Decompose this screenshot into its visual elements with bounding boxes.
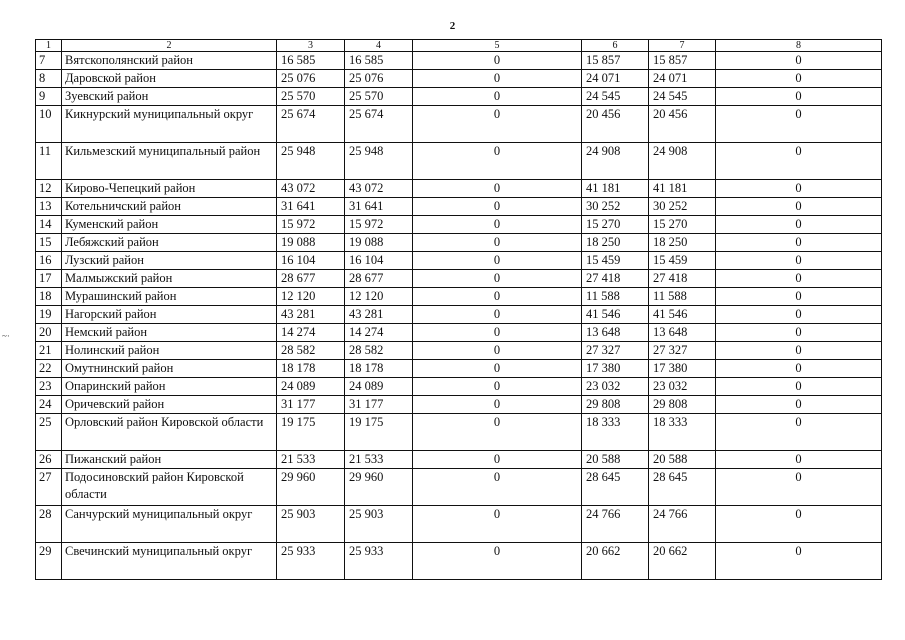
value-col-8: 0 (716, 52, 882, 70)
value-col-7: 15 459 (649, 252, 716, 270)
value-col-6: 24 545 (582, 88, 649, 106)
value-col-5: 0 (413, 180, 582, 198)
district-name: Нолинский район (62, 342, 277, 360)
value-col-3: 25 674 (277, 106, 345, 143)
table-row (36, 70, 882, 88)
value-col-3: 31 641 (277, 198, 345, 216)
table-row (36, 378, 882, 396)
value-col-6: 15 857 (582, 52, 649, 70)
value-col-7: 23 032 (649, 378, 716, 396)
district-name: Кирово-Чепецкий район (62, 180, 277, 198)
value-col-8: 0 (716, 506, 882, 543)
district-name: Даровской район (62, 70, 277, 88)
value-col-8: 0 (716, 469, 882, 506)
row-number: 26 (36, 451, 62, 469)
value-col-8: 0 (716, 143, 882, 180)
value-col-4: 25 674 (345, 106, 413, 143)
value-col-8: 0 (716, 342, 882, 360)
value-col-4: 28 582 (345, 342, 413, 360)
value-col-6: 28 645 (582, 469, 649, 506)
value-col-6: 18 250 (582, 234, 649, 252)
value-col-6: 15 459 (582, 252, 649, 270)
value-col-8: 0 (716, 543, 882, 580)
value-col-7: 20 456 (649, 106, 716, 143)
row-number: 15 (36, 234, 62, 252)
value-col-8: 0 (716, 270, 882, 288)
value-col-5: 0 (413, 216, 582, 234)
district-name: Свечинский муниципальный округ (62, 543, 277, 580)
value-col-3: 25 948 (277, 143, 345, 180)
col-header-1: 1 (36, 40, 62, 52)
value-col-5: 0 (413, 270, 582, 288)
value-col-4: 25 933 (345, 543, 413, 580)
row-number: 25 (36, 414, 62, 451)
row-number: 28 (36, 506, 62, 543)
row-number: 17 (36, 270, 62, 288)
value-col-7: 30 252 (649, 198, 716, 216)
row-number: 22 (36, 360, 62, 378)
value-col-8: 0 (716, 324, 882, 342)
table-row (36, 324, 882, 342)
table-row (36, 342, 882, 360)
district-name: Малмыжский район (62, 270, 277, 288)
value-col-4: 43 281 (345, 306, 413, 324)
district-name: Вятскополянский район (62, 52, 277, 70)
district-name: Немский район (62, 324, 277, 342)
value-col-3: 29 960 (277, 469, 345, 506)
row-number: 12 (36, 180, 62, 198)
row-number: 23 (36, 378, 62, 396)
value-col-5: 0 (413, 70, 582, 88)
value-col-5: 0 (413, 396, 582, 414)
value-col-3: 19 088 (277, 234, 345, 252)
value-col-5: 0 (413, 324, 582, 342)
value-col-8: 0 (716, 451, 882, 469)
district-name: Лузский район (62, 252, 277, 270)
district-name: Куменский район (62, 216, 277, 234)
allocation-table (35, 39, 882, 580)
value-col-7: 27 418 (649, 270, 716, 288)
value-col-7: 20 662 (649, 543, 716, 580)
value-col-7: 24 908 (649, 143, 716, 180)
value-col-5: 0 (413, 451, 582, 469)
value-col-6: 24 766 (582, 506, 649, 543)
value-col-3: 24 089 (277, 378, 345, 396)
row-number: 18 (36, 288, 62, 306)
value-col-3: 28 582 (277, 342, 345, 360)
value-col-4: 25 570 (345, 88, 413, 106)
value-col-4: 21 533 (345, 451, 413, 469)
col-header-8: 8 (716, 40, 882, 52)
value-col-7: 41 181 (649, 180, 716, 198)
district-name: Оричевский район (62, 396, 277, 414)
row-number: 29 (36, 543, 62, 580)
value-col-3: 43 072 (277, 180, 345, 198)
table-row (36, 543, 882, 580)
district-name: Кикнурский муниципальный округ (62, 106, 277, 143)
district-name: Санчурский муниципальный округ (62, 506, 277, 543)
row-number: 8 (36, 70, 62, 88)
table-row (36, 469, 882, 506)
value-col-8: 0 (716, 378, 882, 396)
value-col-8: 0 (716, 70, 882, 88)
value-col-5: 0 (413, 469, 582, 506)
value-col-8: 0 (716, 288, 882, 306)
row-number: 10 (36, 106, 62, 143)
value-col-6: 11 588 (582, 288, 649, 306)
value-col-6: 18 333 (582, 414, 649, 451)
col-header-6: 6 (582, 40, 649, 52)
value-col-4: 25 903 (345, 506, 413, 543)
value-col-6: 23 032 (582, 378, 649, 396)
table-row (36, 360, 882, 378)
table-row (36, 143, 882, 180)
value-col-6: 27 327 (582, 342, 649, 360)
district-name: Лебяжский район (62, 234, 277, 252)
value-col-3: 31 177 (277, 396, 345, 414)
value-col-5: 0 (413, 378, 582, 396)
col-header-7: 7 (649, 40, 716, 52)
value-col-4: 31 641 (345, 198, 413, 216)
district-name: Омутнинский район (62, 360, 277, 378)
value-col-3: 25 570 (277, 88, 345, 106)
value-col-3: 25 076 (277, 70, 345, 88)
value-col-3: 21 533 (277, 451, 345, 469)
row-number: 20 (36, 324, 62, 342)
row-number: 16 (36, 252, 62, 270)
col-header-2: 2 (62, 40, 277, 52)
value-col-7: 17 380 (649, 360, 716, 378)
value-col-4: 12 120 (345, 288, 413, 306)
value-col-6: 17 380 (582, 360, 649, 378)
table-row (36, 306, 882, 324)
value-col-7: 13 648 (649, 324, 716, 342)
table-row (36, 216, 882, 234)
value-col-4: 25 948 (345, 143, 413, 180)
value-col-6: 13 648 (582, 324, 649, 342)
value-col-5: 0 (413, 360, 582, 378)
value-col-5: 0 (413, 52, 582, 70)
value-col-4: 16 585 (345, 52, 413, 70)
district-name: Подосиновский район Кировской области (62, 469, 277, 506)
value-col-6: 20 456 (582, 106, 649, 143)
value-col-8: 0 (716, 360, 882, 378)
row-number: 7 (36, 52, 62, 70)
margin-scribble: ~· (2, 331, 10, 341)
col-header-5: 5 (413, 40, 582, 52)
value-col-5: 0 (413, 306, 582, 324)
col-header-3: 3 (277, 40, 345, 52)
value-col-3: 16 104 (277, 252, 345, 270)
column-number-row (36, 40, 882, 52)
value-col-7: 24 071 (649, 70, 716, 88)
value-col-6: 29 808 (582, 396, 649, 414)
row-number: 13 (36, 198, 62, 216)
value-col-8: 0 (716, 252, 882, 270)
table-row (36, 180, 882, 198)
value-col-6: 24 071 (582, 70, 649, 88)
row-number: 11 (36, 143, 62, 180)
table-row (36, 88, 882, 106)
value-col-3: 25 933 (277, 543, 345, 580)
value-col-4: 16 104 (345, 252, 413, 270)
district-name: Котельничский район (62, 198, 277, 216)
table-row (36, 288, 882, 306)
value-col-4: 28 677 (345, 270, 413, 288)
value-col-6: 20 588 (582, 451, 649, 469)
table-row (36, 270, 882, 288)
value-col-4: 43 072 (345, 180, 413, 198)
value-col-4: 14 274 (345, 324, 413, 342)
value-col-7: 24 766 (649, 506, 716, 543)
value-col-4: 19 088 (345, 234, 413, 252)
value-col-8: 0 (716, 180, 882, 198)
value-col-4: 19 175 (345, 414, 413, 451)
value-col-4: 31 177 (345, 396, 413, 414)
table-row (36, 396, 882, 414)
value-col-8: 0 (716, 106, 882, 143)
value-col-4: 29 960 (345, 469, 413, 506)
value-col-3: 18 178 (277, 360, 345, 378)
value-col-5: 0 (413, 88, 582, 106)
value-col-5: 0 (413, 106, 582, 143)
value-col-7: 15 270 (649, 216, 716, 234)
value-col-5: 0 (413, 543, 582, 580)
value-col-3: 43 281 (277, 306, 345, 324)
district-name: Нагорский район (62, 306, 277, 324)
district-name: Опаринский район (62, 378, 277, 396)
value-col-7: 15 857 (649, 52, 716, 70)
value-col-3: 14 274 (277, 324, 345, 342)
value-col-7: 29 808 (649, 396, 716, 414)
value-col-8: 0 (716, 216, 882, 234)
value-col-6: 24 908 (582, 143, 649, 180)
value-col-7: 18 250 (649, 234, 716, 252)
table-row (36, 198, 882, 216)
value-col-8: 0 (716, 396, 882, 414)
table-row (36, 451, 882, 469)
value-col-8: 0 (716, 88, 882, 106)
value-col-5: 0 (413, 288, 582, 306)
row-number: 9 (36, 88, 62, 106)
value-col-4: 24 089 (345, 378, 413, 396)
value-col-3: 15 972 (277, 216, 345, 234)
row-number: 14 (36, 216, 62, 234)
row-number: 21 (36, 342, 62, 360)
value-col-7: 41 546 (649, 306, 716, 324)
value-col-6: 41 546 (582, 306, 649, 324)
value-col-6: 15 270 (582, 216, 649, 234)
row-number: 19 (36, 306, 62, 324)
district-name: Пижанский район (62, 451, 277, 469)
value-col-4: 15 972 (345, 216, 413, 234)
value-col-3: 28 677 (277, 270, 345, 288)
value-col-5: 0 (413, 252, 582, 270)
value-col-7: 20 588 (649, 451, 716, 469)
value-col-3: 19 175 (277, 414, 345, 451)
table-row (36, 506, 882, 543)
value-col-8: 0 (716, 234, 882, 252)
value-col-7: 28 645 (649, 469, 716, 506)
value-col-3: 25 903 (277, 506, 345, 543)
district-name: Мурашинский район (62, 288, 277, 306)
district-name: Кильмезский муниципальный район (62, 143, 277, 180)
value-col-7: 11 588 (649, 288, 716, 306)
value-col-6: 20 662 (582, 543, 649, 580)
value-col-7: 18 333 (649, 414, 716, 451)
value-col-6: 41 181 (582, 180, 649, 198)
value-col-8: 0 (716, 306, 882, 324)
value-col-7: 24 545 (649, 88, 716, 106)
value-col-4: 25 076 (345, 70, 413, 88)
value-col-3: 16 585 (277, 52, 345, 70)
value-col-5: 0 (413, 198, 582, 216)
value-col-5: 0 (413, 414, 582, 451)
row-number: 24 (36, 396, 62, 414)
value-col-5: 0 (413, 342, 582, 360)
table-row (36, 252, 882, 270)
value-col-8: 0 (716, 414, 882, 451)
value-col-5: 0 (413, 506, 582, 543)
district-name: Орловский район Кировской области (62, 414, 277, 451)
page-number: 2 (449, 20, 456, 32)
value-col-4: 18 178 (345, 360, 413, 378)
district-name: Зуевский район (62, 88, 277, 106)
table-row (36, 52, 882, 70)
value-col-5: 0 (413, 143, 582, 180)
value-col-5: 0 (413, 234, 582, 252)
row-number: 27 (36, 469, 62, 506)
table-row (36, 414, 882, 451)
value-col-3: 12 120 (277, 288, 345, 306)
value-col-7: 27 327 (649, 342, 716, 360)
value-col-8: 0 (716, 198, 882, 216)
table-row (36, 234, 882, 252)
col-header-4: 4 (345, 40, 413, 52)
table-row (36, 106, 882, 143)
value-col-6: 27 418 (582, 270, 649, 288)
value-col-6: 30 252 (582, 198, 649, 216)
